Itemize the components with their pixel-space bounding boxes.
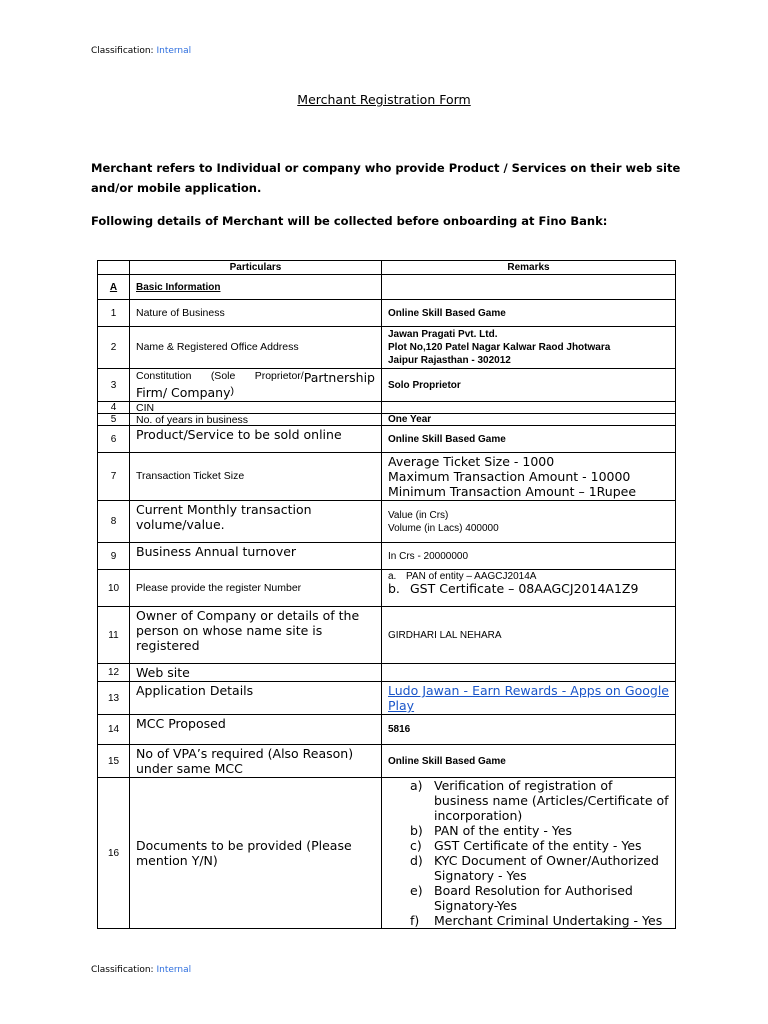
table-row	[98, 327, 676, 369]
documents-list	[388, 778, 669, 928]
row-particular: No. of years in business	[130, 414, 382, 426]
minimum-transaction: Minimum Transaction Amount – 1Rupee	[388, 484, 637, 499]
table-row	[98, 501, 676, 543]
header-particulars: Particulars	[130, 261, 382, 275]
average-ticket: Average Ticket Size - 1000	[388, 454, 555, 469]
row-remark: 5816	[382, 715, 676, 745]
row-particular: Business Annual turnover	[130, 543, 382, 570]
doc-text: GST Certificate of the entity - Yes	[434, 838, 642, 853]
row-particular: Nature of Business	[130, 300, 382, 327]
row-particular: Application Details	[130, 682, 382, 715]
row-remark: Solo Proprietor	[382, 369, 676, 402]
row-number: 15	[98, 745, 130, 778]
row-particular: Owner of Company or details of the person on whose name site is registered	[130, 607, 382, 664]
volume-line: Volume (in Lacs) 400000	[388, 522, 499, 534]
classification-value: Internal	[156, 965, 192, 975]
row-number: 11	[98, 607, 130, 664]
address-line: Plot No,120 Patel Nagar Kalwar Raod Jhotwara	[388, 342, 611, 353]
table-row	[98, 369, 676, 402]
list-item	[410, 883, 669, 913]
intro-onboarding-note: Following details of Merchant will be collected before onboarding at Fino Bank:	[91, 214, 608, 228]
row-number: 16	[98, 778, 130, 929]
table-row	[98, 426, 676, 453]
marker-b: b.	[388, 581, 400, 596]
value-line: Value (in Crs)	[388, 509, 449, 521]
doc-marker: a)	[410, 778, 423, 793]
row-number: 13	[98, 682, 130, 715]
row-particular: Web site	[130, 664, 382, 682]
table-header-row	[98, 261, 676, 275]
row-number: 10	[98, 570, 130, 607]
table-row	[98, 570, 676, 607]
header-classification	[91, 46, 191, 56]
row-particular: Name & Registered Office Address	[130, 327, 382, 369]
table-row	[98, 402, 676, 414]
row-particular: No of VPA’s required (Also Reason) under same MCC	[130, 745, 382, 778]
constitution-word: Constitution	[136, 370, 192, 382]
row-number: 5	[98, 414, 130, 426]
form-title: Merchant Registration Form	[297, 92, 471, 107]
row-particular: Documents to be provided (Please mention Y/N)	[130, 778, 382, 929]
doc-text: Verification of registration of business name (Articles/Certificate of incorporation)	[434, 778, 669, 823]
list-item	[410, 853, 669, 883]
row-particular: Product/Service to be sold online	[130, 426, 382, 453]
row-remark: GIRDHARI LAL NEHARA	[382, 607, 676, 664]
doc-marker: c)	[410, 838, 422, 853]
doc-marker: d)	[410, 853, 423, 868]
row-remark	[382, 453, 676, 501]
row-remark	[382, 570, 676, 607]
doc-marker: f)	[410, 913, 420, 928]
row-remark	[382, 682, 676, 715]
classification-label: Classification:	[91, 46, 154, 56]
constitution-close: )	[230, 385, 235, 397]
row-number: 8	[98, 501, 130, 543]
table-header-blank	[98, 261, 130, 275]
row-remark: Online Skill Based Game	[382, 745, 676, 778]
doc-text: PAN of the entity - Yes	[434, 823, 573, 838]
row-remark	[382, 327, 676, 369]
row-remark	[382, 664, 676, 682]
table-row	[98, 414, 676, 426]
list-item	[410, 823, 669, 838]
row-remark	[382, 402, 676, 414]
table-row	[98, 300, 676, 327]
row-number: 9	[98, 543, 130, 570]
section-letter: A	[98, 275, 130, 300]
row-particular: MCC Proposed	[130, 715, 382, 745]
marker-a: a.	[388, 571, 397, 582]
table-row	[98, 543, 676, 570]
list-item	[410, 778, 669, 823]
row-remark: In Crs - 20000000	[382, 543, 676, 570]
constitution-firm: Firm/ Company	[136, 385, 231, 400]
classification-value: Internal	[156, 46, 192, 56]
table-row	[98, 664, 676, 682]
row-particular: CIN	[130, 402, 382, 414]
constitution-proprietor: Proprietor/	[254, 370, 304, 382]
list-item	[410, 913, 669, 928]
section-row	[98, 275, 676, 300]
table-row	[98, 682, 676, 715]
row-number: 3	[98, 369, 130, 402]
row-remark	[382, 778, 676, 929]
constitution-partnership: Partnership	[303, 370, 375, 385]
row-number: 1	[98, 300, 130, 327]
table-row	[98, 778, 676, 929]
gst-text: GST Certificate – 08AAGCJ2014A1Z9	[410, 581, 639, 596]
footer-classification	[91, 965, 191, 975]
row-particular	[130, 369, 382, 402]
table-row	[98, 607, 676, 664]
row-number: 14	[98, 715, 130, 745]
address-city: Jaipur Rajasthan - 302012	[388, 355, 511, 366]
google-play-link[interactable]: Ludo Jawan - Earn Rewards - Apps on Google Play	[388, 683, 669, 713]
row-number: 2	[98, 327, 130, 369]
row-number: 12	[98, 664, 130, 682]
row-remark: Online Skill Based Game	[382, 426, 676, 453]
doc-text: Merchant Criminal Undertaking - Yes	[434, 913, 663, 928]
list-item	[410, 838, 669, 853]
gst-entry	[388, 582, 669, 596]
row-particular: Current Monthly transaction volume/value.	[130, 501, 382, 543]
doc-marker: e)	[410, 883, 423, 898]
row-remark: One Year	[382, 414, 676, 426]
doc-marker: b)	[410, 823, 423, 838]
header-remarks: Remarks	[382, 261, 676, 275]
doc-text: Board Resolution for Authorised Signatory-Yes	[434, 883, 633, 913]
row-number: 6	[98, 426, 130, 453]
row-number: 4	[98, 402, 130, 414]
company-name: Jawan Pragati Pvt. Ltd.	[388, 329, 498, 340]
row-remark	[382, 501, 676, 543]
row-number: 7	[98, 453, 130, 501]
section-label: Basic Information	[130, 275, 382, 300]
table-row	[98, 453, 676, 501]
pan-text: PAN of entity – AAGCJ2014A	[406, 571, 537, 582]
doc-text: KYC Document of Owner/Authorized Signatory - Yes	[434, 853, 659, 883]
row-particular: Please provide the register Number	[130, 570, 382, 607]
intro-paragraph: Merchant refers to Individual or company who provide Product / Services on their web site and/or mobile application.	[91, 161, 681, 195]
maximum-transaction: Maximum Transaction Amount - 10000	[388, 469, 631, 484]
table-row	[98, 745, 676, 778]
constitution-sole: (Sole	[210, 370, 236, 382]
merchant-details-table	[97, 260, 676, 929]
table-row	[98, 715, 676, 745]
row-particular: Transaction Ticket Size	[130, 453, 382, 501]
section-remark	[382, 275, 676, 300]
row-remark: Online Skill Based Game	[382, 300, 676, 327]
classification-label: Classification:	[91, 965, 154, 975]
